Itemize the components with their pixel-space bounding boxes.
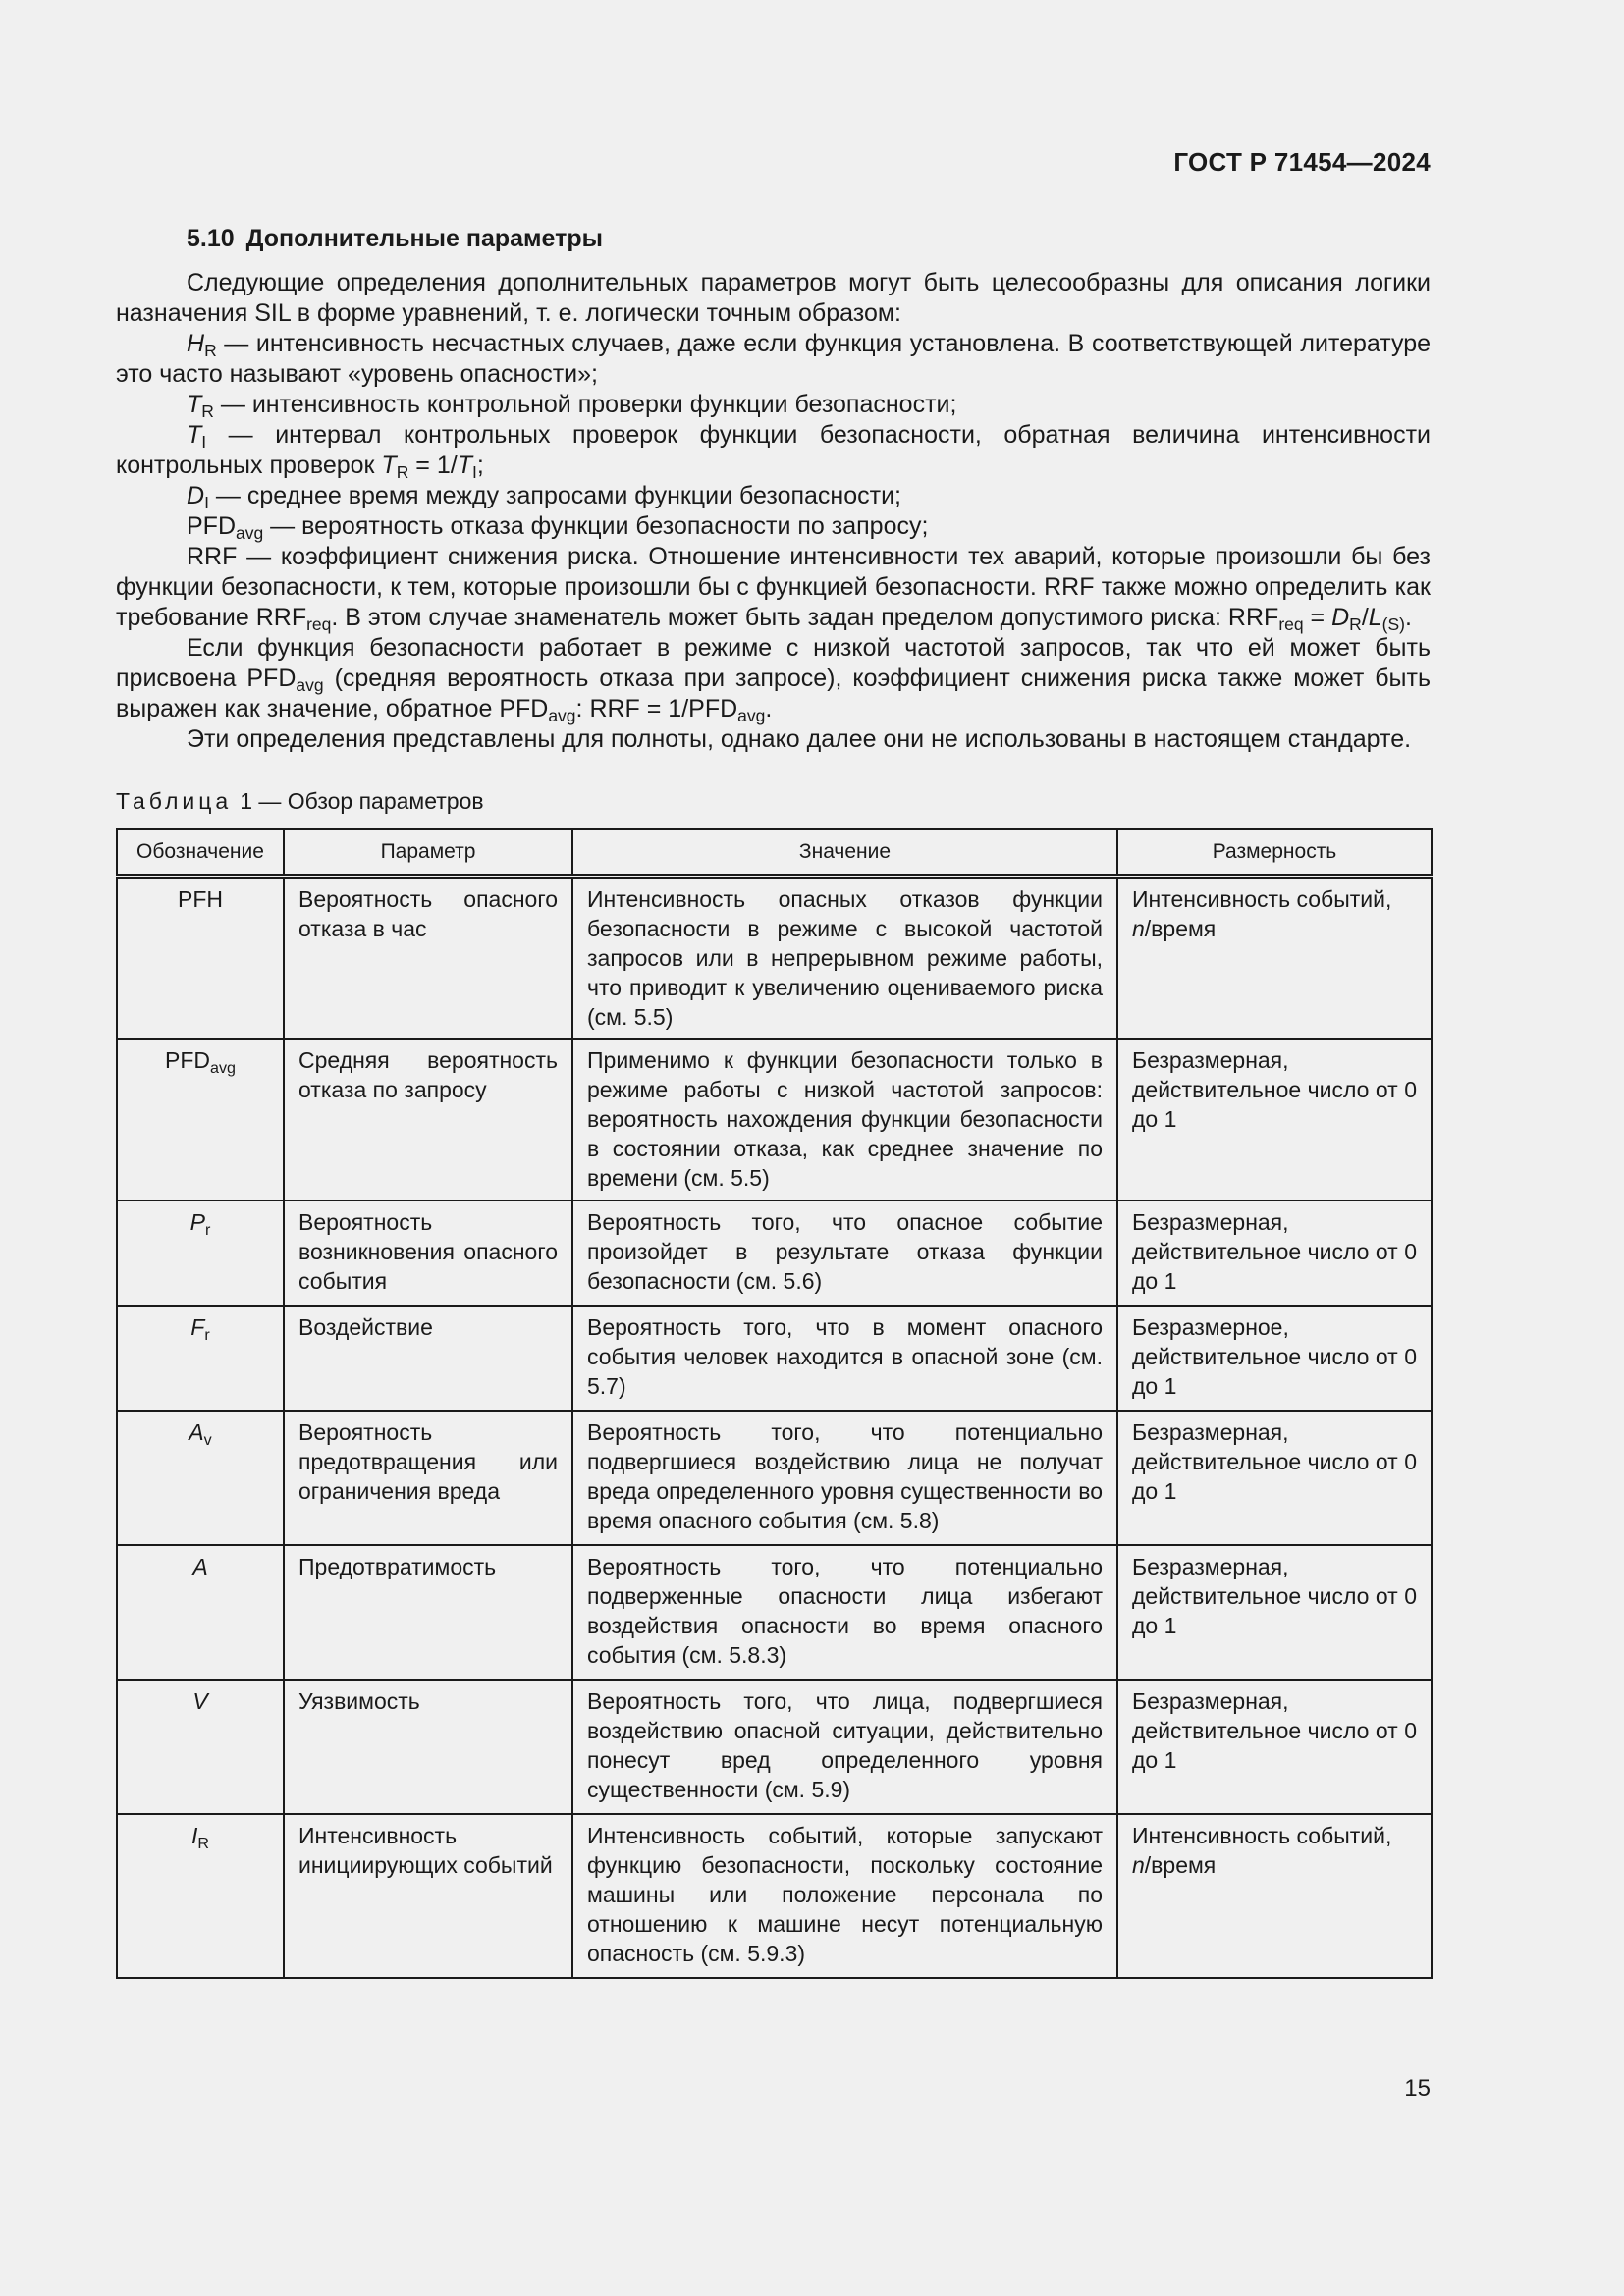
section-title-text: Дополнительные параметры — [245, 225, 603, 252]
parameter-cell: Вероятность предотвращения или ограничения вреда — [284, 1411, 572, 1545]
dimension-cell: Безразмерная, действительное число от 0 до 1 — [1117, 1039, 1432, 1201]
value-cell: Вероятность того, что потенциально подвергшиеся воздействию лица не получат вреда определенного уровня существенности во время опасного события (см. 5.8) — [572, 1411, 1117, 1545]
table-row — [117, 1039, 1432, 1201]
low-demand-paragraph: Если функция безопасности работает в режиме с низкой частотой запросов, так что ей может быть присвоена $PFD_{avg}$ (средняя вероятность отказа при запросе), коэффициент снижения риска также может быть выражен как значение, обратное $PFD_{avg}$: RRF = $1/PFD_{avg}$. — [116, 634, 1432, 725]
symbol-cell: V — [117, 1680, 284, 1814]
page-number: 15 — [1404, 2075, 1431, 2102]
table-caption — [116, 786, 1431, 817]
section-title — [187, 224, 1431, 254]
parameter-cell: Уязвимость — [284, 1680, 572, 1814]
dimension-cell: Безразмерная, действительное число от 0 до 1 — [1117, 1411, 1432, 1545]
table-body — [117, 877, 1432, 1979]
page-content — [116, 224, 1431, 1979]
table-row — [117, 877, 1432, 1040]
symbol-cell: $A_v$ — [117, 1411, 284, 1545]
symbol-cell: $I_R$ — [117, 1814, 284, 1978]
table-caption-word: Таблица — [116, 788, 233, 814]
value-cell: Вероятность того, что в момент опасного события человек находится в опасной зоне (см. 5.7) — [572, 1306, 1117, 1411]
dimension-cell: Безразмерная, действительное число от 0 до 1 — [1117, 1201, 1432, 1306]
closing-paragraph: Эти определения представлены для полноты, однако далее они не использованы в настоящем стандарте. — [187, 725, 1412, 753]
column-header: Значение — [572, 829, 1117, 877]
parameter-cell: Воздействие — [284, 1306, 572, 1411]
table-caption-text: 1 — Обзор параметров — [240, 788, 484, 814]
symbol-cell: PFH — [117, 877, 284, 1040]
parameter-cell: Вероятность опасного отказа в час — [284, 877, 572, 1040]
definition-hr: $H_R$ — интенсивность несчастных случаев, даже если функция установлена. В соответствующей литературе это часто называют «уровень опасности»; — [116, 330, 1431, 388]
value-cell: Вероятность того, что опасное событие произойдет в результате отказа функции безопасности (см. 5.6) — [572, 1201, 1117, 1306]
definition-ti: $T_I$ — интервал контрольных проверок функции безопасности, обратная величина интенсивности контрольных проверок $T_R = 1/T_I$; — [116, 421, 1431, 482]
table-row — [117, 1201, 1432, 1306]
table-header-row — [117, 829, 1432, 877]
dimension-cell: Интенсивность событий, n/время — [1117, 1814, 1432, 1978]
intro-paragraph: Следующие определения дополнительных параметров могут быть целесообразны для описания логики назначения SIL в форме уравнений, т. е. логически точным образом: — [116, 269, 1431, 327]
parameter-cell: Предотвратимость — [284, 1545, 572, 1680]
table-row — [117, 1411, 1432, 1545]
standard-header: ГОСТ Р 71454—2024 — [1173, 147, 1431, 177]
definition-tr: $T_R$ — интенсивность контрольной проверки функции безопасности; — [187, 391, 957, 421]
value-cell: Интенсивность опасных отказов функции безопасности в режиме с высокой частотой запросов или в непрерывном режиме работы, что приводит к увеличению оцениваемого риска (см. 5.5) — [572, 877, 1117, 1040]
symbol-cell: $PFD_{avg}$ — [117, 1039, 284, 1201]
parameter-cell: Интенсивность инициирующих событий — [284, 1814, 572, 1978]
table-row — [117, 1814, 1432, 1978]
dimension-cell: Безразмерное, действительное число от 0 до 1 — [1117, 1306, 1432, 1411]
parameter-cell: Средняя вероятность отказа по запросу — [284, 1039, 572, 1201]
symbol-cell: $F_r$ — [117, 1306, 284, 1411]
symbol-cell: $P_r$ — [117, 1201, 284, 1306]
column-header: Параметр — [284, 829, 572, 877]
symbol-cell: A — [117, 1545, 284, 1680]
definition-rrf: RRF — коэффициент снижения риска. Отношение интенсивности тех аварий, которые произошли бы без функции безопасности, к тем, которые произошли бы с функцией безопасности. RRF также можно определить как требование $RRF_{req}$. В этом случае знаменатель может быть задан пределом допустимого риска: $RRF_{req} = D_R/L_{(S)}$. — [116, 543, 1431, 634]
column-header: Обозначение — [117, 829, 284, 877]
parameters-table — [116, 828, 1433, 1979]
section-number: 5.10 — [187, 225, 235, 252]
table-row — [117, 1680, 1432, 1814]
value-cell: Вероятность того, что потенциально подверженные опасности лица избегают воздействия опасности во время опасного события (см. 5.8.3) — [572, 1545, 1117, 1680]
dimension-cell: Интенсивность событий, n/время — [1117, 877, 1432, 1040]
definition-pfd: $PFD_{avg}$ — вероятность отказа функции безопасности по запросу; — [187, 512, 929, 543]
value-cell: Применимо к функции безопасности только в режиме работы с низкой частотой запросов: вероятность нахождения функции безопасности в состоянии отказа, как среднее значение по времени (см. 5.5) — [572, 1039, 1117, 1201]
parameter-cell: Вероятность возникновения опасного события — [284, 1201, 572, 1306]
table-row — [117, 1306, 1432, 1411]
definition-di: $D_I$ — среднее время между запросами функции безопасности; — [187, 482, 901, 512]
column-header: Размерность — [1117, 829, 1432, 877]
dimension-cell: Безразмерная, действительное число от 0 до 1 — [1117, 1545, 1432, 1680]
value-cell: Интенсивность событий, которые запускают функцию безопасности, поскольку состояние машины или положение персонала по отношению к машине несут потенциальную опасность (см. 5.9.3) — [572, 1814, 1117, 1978]
value-cell: Вероятность того, что лица, подвергшиеся воздействию опасной ситуации, действительно понесут вред определенного уровня существенности (см. 5.9) — [572, 1680, 1117, 1814]
dimension-cell: Безразмерная, действительное число от 0 до 1 — [1117, 1680, 1432, 1814]
table-row — [117, 1545, 1432, 1680]
